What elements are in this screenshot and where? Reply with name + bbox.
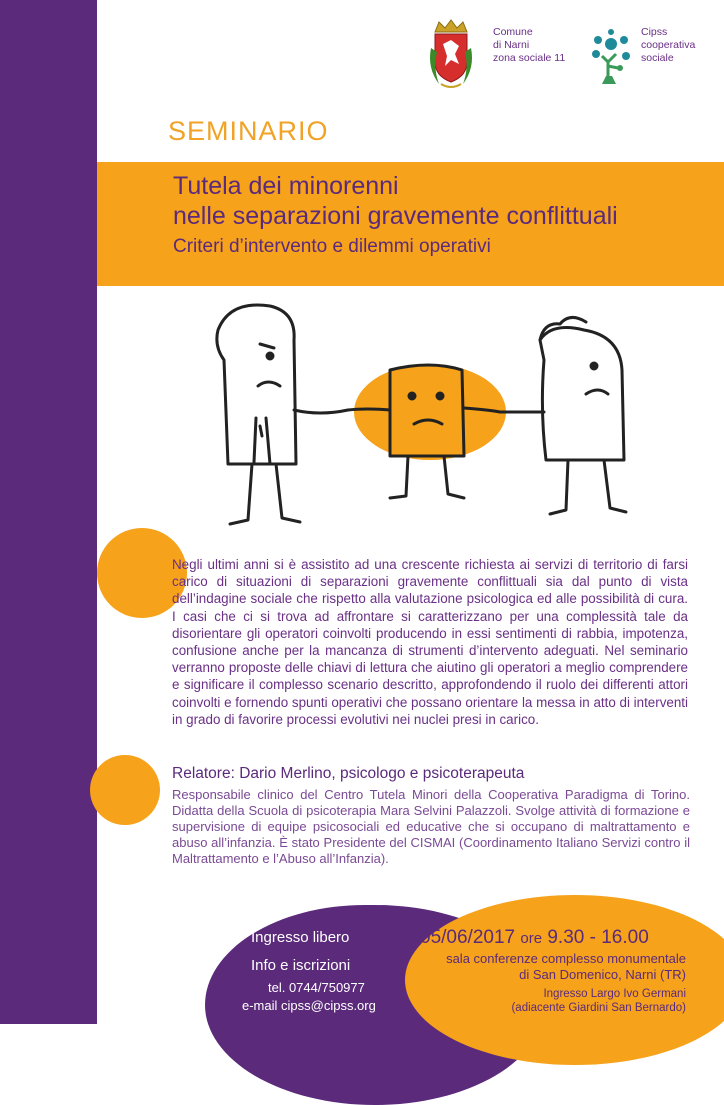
- comune-line2: di Narni: [493, 39, 530, 51]
- cipss-line2: cooperativa: [641, 39, 696, 51]
- venue-line2: di San Domenico, Narni (TR): [519, 967, 686, 982]
- event-date-time: [420, 927, 649, 949]
- phone-number: tel. 0744/750977: [268, 980, 365, 995]
- event-date: 05/06/2017: [420, 927, 516, 948]
- seminar-description: Negli ultimi anni si è assistito ad una crescente richiesta ai servizi di territorio di farsi carico di situazioni di separazioni gravemente conflittuali sia dal punto di vista dell’indagine sociale che rispetto alla valutazione psicologica ed alle possibilità di cura. I casi che ci si trova ad affrontare si caratterizzano per una complessità tale da disorientare gli operatori coinvolti producendo in essi sentimenti di rabbia, impotenza, confusione anche per la mancanza di strumenti d’intervento adeguati. Nel seminario verranno proposte delle chiavi di lettura che aiutino gli operatori a meglio comprendere e significare il complesso scenario descritto, approfondendo il ruolo dei differenti attori coinvolti e fornendo spunti operativi che possano orientare la messa in atto di interventi in grado di favorire processi evolutivi nei nuclei presi in carico.: [172, 557, 688, 727]
- comune-narni-text: [493, 26, 565, 65]
- title-line2: nelle separazioni gravemente conflittuali: [173, 202, 618, 230]
- cipss-line1: Cipss: [641, 26, 668, 38]
- comune-line1: Comune: [493, 26, 533, 38]
- event-ore: ore: [520, 930, 543, 947]
- comune-line3: zona sociale 11: [493, 52, 566, 64]
- email-address: e-mail cipss@cipss.org: [242, 998, 376, 1013]
- venue-line1: sala conferenze complesso monumentale: [446, 951, 686, 966]
- seminario-label: SEMINARIO: [168, 116, 329, 146]
- cipss-tree-logo: [588, 28, 634, 84]
- title-subtitle: Criteri d’intervento e dilemmi operativi: [173, 236, 491, 257]
- cipss-line3: sociale: [641, 52, 674, 64]
- entrance-line2: (adiacente Giardini San Bernardo): [511, 1002, 686, 1014]
- event-time: 9.30 - 16.00: [547, 927, 649, 948]
- entrance-line1: Ingresso Largo Ivo Germani: [543, 988, 686, 1000]
- comune-crest-logo: [425, 18, 477, 92]
- cipss-text: [641, 26, 695, 65]
- speaker-heading: Relatore: Dario Merlino, psicologo e psicoterapeuta: [172, 765, 525, 782]
- speaker-bio: Responsabile clinico del Centro Tutela Minori della Cooperativa Paradigma di Torino. Didatta della Scuola di psicoterapia Mara Selvini Palazzoli. Svolge attività di formazione e supervisione di equipe psicosociali ed educative che si occupano di maltrattamento e abuso all’infanzia. È stato Presidente del CISMAI (Coordinamento Italiano Servizi contro il Maltrattamento e l’Abuso all’Infanzia).: [172, 787, 690, 866]
- title-line1: Tutela dei minorenni: [173, 172, 399, 200]
- free-entry-text: Ingresso libero: [251, 929, 350, 946]
- left-sidebar-band: [0, 0, 97, 1024]
- info-registration-text: Info e iscrizioni: [251, 957, 351, 974]
- family-conflict-illustration: [200, 300, 660, 540]
- decorative-orange-circle-small: [90, 755, 160, 825]
